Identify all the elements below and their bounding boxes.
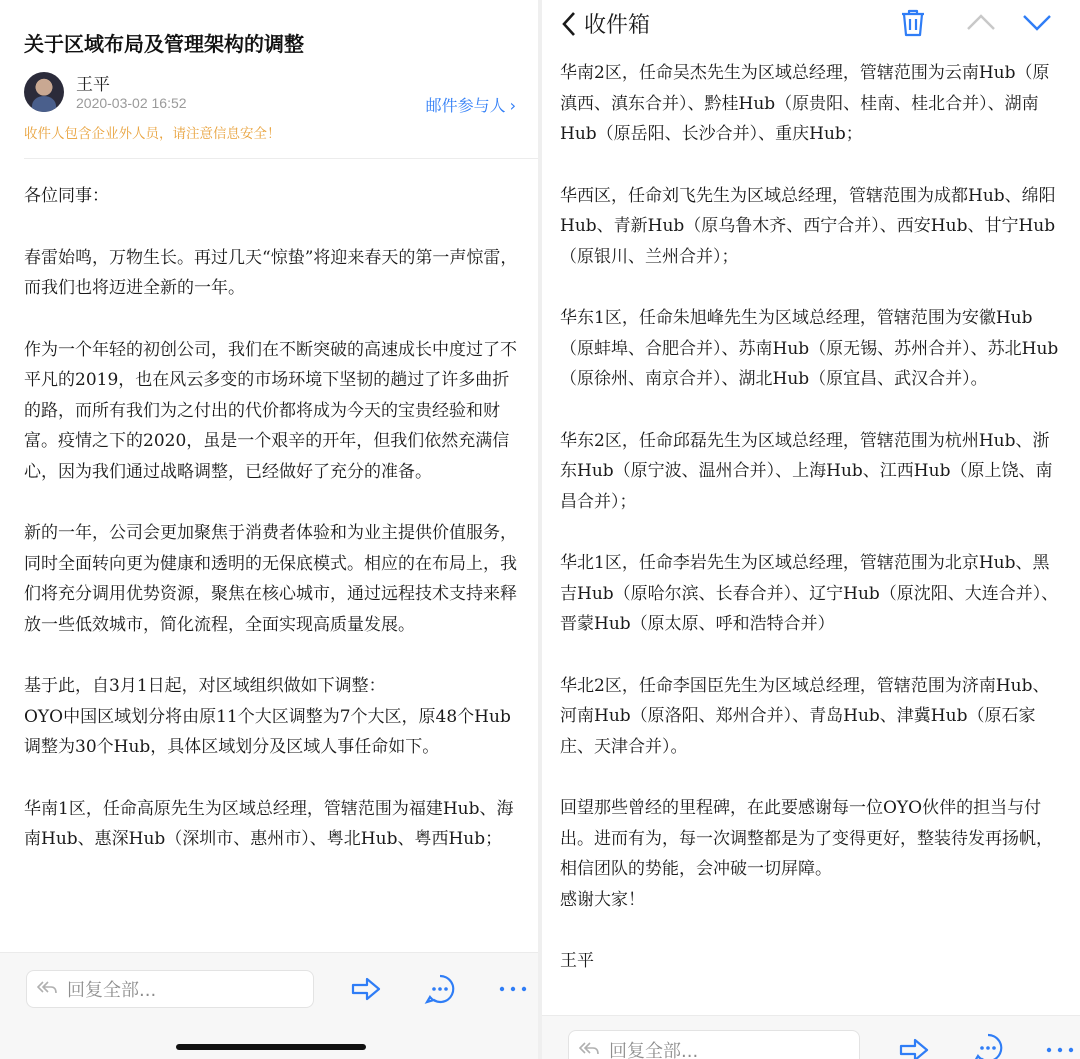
chevron-down-icon[interactable] bbox=[1022, 12, 1052, 36]
reply-all-icon bbox=[579, 1040, 599, 1059]
trash-icon[interactable] bbox=[900, 8, 926, 42]
body-paragraph: 华西区，任命刘飞先生为区域总经理，管辖范围为成都Hub、绵阳Hub、青新Hub（原乌鲁木齐、西宁合并）、西安Hub、甘宁Hub（原银川、兰州合并）； bbox=[560, 185, 1056, 267]
body-paragraph: 回望那些曾经的里程碑，在此要感谢每一位OYO伙伴的担当与付出。进而有为，每一次调整都是为了变得更好，整装待发再扬帆，相信团队的势能，会冲破一切屏障。 感谢大家！ bbox=[560, 798, 1053, 910]
body-paragraph: 作为一个年轻的初创公司，我们在不断突破的高速成长中度过了不平凡的2019，也在风云多变的市场环境下坚韧的趟过了许多曲折的路，而所有我们为之付出的代价都将成为今天的宝贵经验和财富。疫情之下的2020，虽是一个艰辛的开年，但我们依然充满信心，因为我们通过战略调整，已经做好了充分的准备。 bbox=[24, 339, 517, 482]
email-body-left bbox=[24, 181, 524, 886]
chat-bubble-icon[interactable] bbox=[972, 1032, 1004, 1059]
signature: 王平 bbox=[560, 951, 594, 971]
back-button[interactable] bbox=[560, 8, 650, 39]
reply-placeholder: 回复全部... bbox=[609, 1041, 699, 1059]
body-paragraph: 华北1区，任命李岩先生为区域总经理，管辖范围为北京Hub、黑吉Hub（原哈尔滨、长春合并）、辽宁Hub（原沈阳、大连合并）、晋蒙Hub（原太原、呼和浩特合并） bbox=[560, 553, 1059, 634]
sender-avatar[interactable] bbox=[24, 72, 64, 112]
reply-toolbar bbox=[0, 952, 538, 1059]
home-indicator bbox=[176, 1044, 366, 1050]
email-pane-right bbox=[542, 0, 1080, 1059]
more-dots-icon[interactable] bbox=[1044, 1034, 1076, 1059]
chevron-left-icon bbox=[560, 10, 578, 38]
reply-all-input[interactable] bbox=[568, 1030, 860, 1059]
participants-link[interactable] bbox=[426, 93, 516, 116]
body-paragraph: 华南1区，任命高原先生为区域总经理，管辖范围为福建Hub、海南Hub、惠深Hub（深圳市、惠州市）、粤北Hub、粤西Hub； bbox=[24, 798, 514, 849]
body-paragraph: 新的一年，公司会更加聚焦于消费者体验和为业主提供价值服务，同时全面转向更为健康和透明的无保底模式。相应的在布局上，我们将充分调用优势资源，聚焦在核心城市，通过远程技术支持来释放一些低效城市，简化流程，全面实现高质量发展。 bbox=[24, 523, 517, 635]
reply-placeholder: 回复全部... bbox=[67, 980, 157, 1001]
back-label: 收件箱 bbox=[584, 13, 651, 38]
body-paragraph: 各位同事： bbox=[24, 186, 109, 206]
email-subject: 关于区域布局及管理架构的调整 bbox=[24, 32, 304, 56]
reply-all-input[interactable] bbox=[26, 970, 314, 1008]
chat-bubble-icon[interactable] bbox=[424, 973, 456, 1005]
body-paragraph: 华南2区，任命吴杰先生为区域总经理，管辖范围为云南Hub（原滇西、滇东合并）、黔桂Hub（原贵阳、桂南、桂北合并）、湖南Hub（原岳阳、长沙合并）、重庆Hub； bbox=[560, 63, 1050, 144]
email-body-right bbox=[560, 58, 1066, 1008]
chevron-right-icon: › bbox=[509, 96, 516, 115]
more-dots-icon[interactable] bbox=[497, 973, 529, 1005]
chevron-up-icon[interactable] bbox=[966, 12, 996, 36]
body-paragraph: 华北2区，任命李国臣先生为区域总经理，管辖范围为济南Hub、河南Hub（原洛阳、郑州合并）、青岛Hub、津冀Hub（原石家庄、天津合并）。 bbox=[560, 675, 1050, 757]
sent-date: 2020-03-02 16:52 bbox=[76, 95, 187, 111]
forward-arrow-icon[interactable] bbox=[350, 973, 382, 1005]
header-divider bbox=[24, 158, 538, 159]
reply-all-icon bbox=[37, 979, 57, 1000]
sender-name[interactable]: 王平 bbox=[76, 75, 110, 95]
reply-toolbar bbox=[542, 1015, 1080, 1059]
email-pane-left bbox=[0, 0, 538, 1059]
body-paragraph: 基于此，自3月1日起，对区域组织做如下调整： OYO中国区域划分将由原11个大区调整为7个大区，原48个Hub调整为30个Hub，具体区域划分及区域人事任命如下。 bbox=[24, 676, 511, 757]
participants-label: 邮件参与人 bbox=[425, 96, 506, 115]
external-recipient-warning: 收件人包含企业外人员，请注意信息安全！ bbox=[24, 126, 281, 142]
body-paragraph: 华东1区，任命朱旭峰先生为区域总经理，管辖范围为安徽Hub（原蚌埠、合肥合并）、苏南Hub（原无锡、苏州合并）、苏北Hub（原徐州、南京合并）、湖北Hub（原宜昌、武汉合并）。 bbox=[560, 308, 1059, 389]
body-paragraph: 春雷始鸣，万物生长。再过几天“惊蛰”将迎来春天的第一声惊雷，而我们也将迈进全新的一年。 bbox=[24, 247, 518, 298]
body-paragraph: 华东2区，任命邱磊先生为区域总经理，管辖范围为杭州Hub、浙东Hub（原宁波、温州合并）、上海Hub、江西Hub（原上饶、南昌合并）； bbox=[560, 430, 1053, 512]
forward-arrow-icon[interactable] bbox=[898, 1034, 930, 1059]
